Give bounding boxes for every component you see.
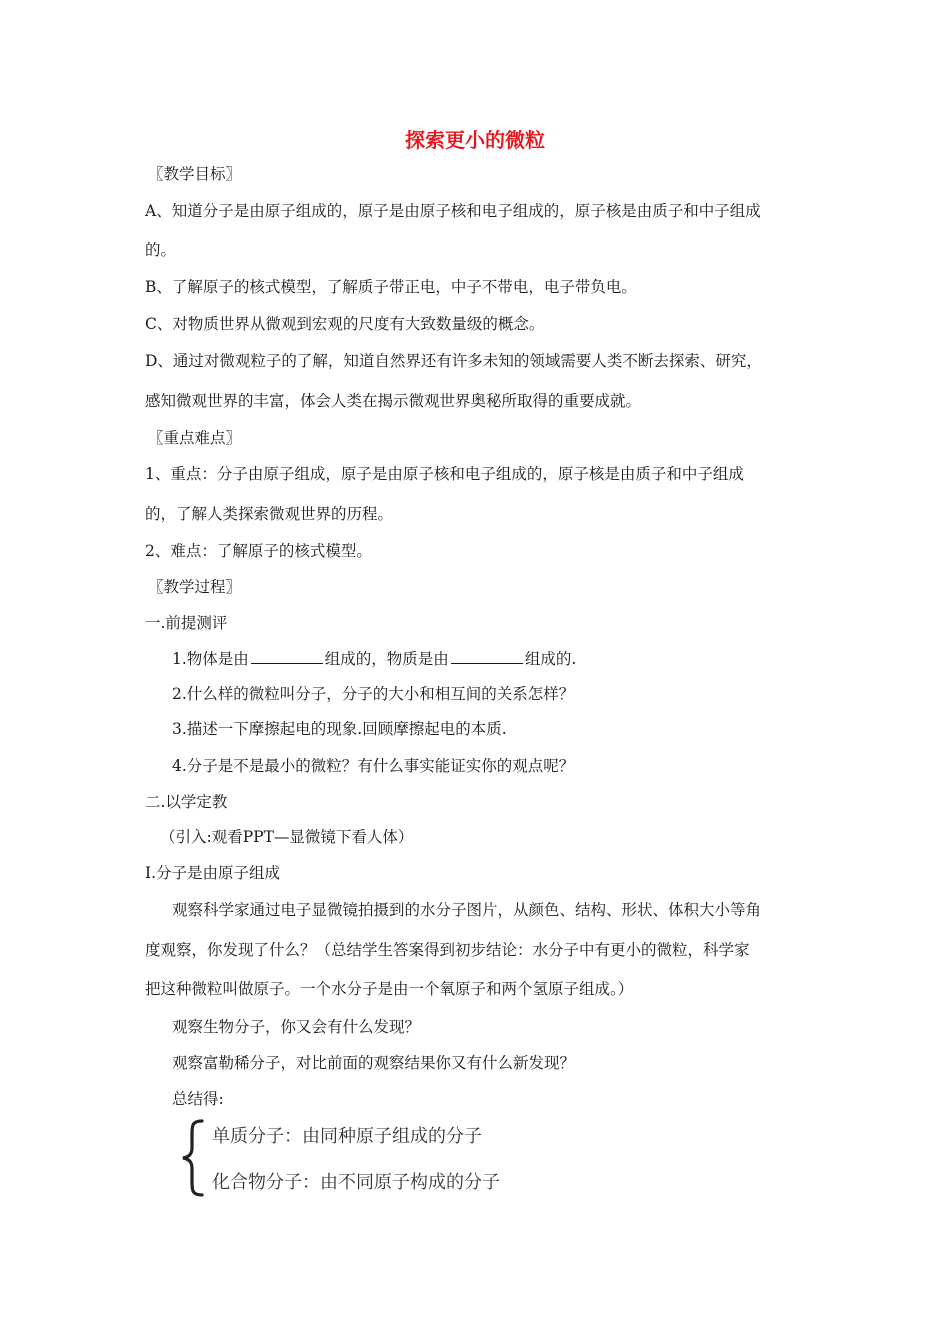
fill-in-blank-1[interactable] — [251, 649, 323, 664]
question-4: 4.分子是不是最小的微粒？有什么事实能证实你的观点呢？ — [172, 757, 575, 775]
objective-d-line2: 感知微观世界的丰富，体会人类在揭示微观世界奥秘所取得的重要成就。 — [145, 392, 642, 410]
key-points-heading: 〖重点难点〗 — [148, 429, 242, 447]
question-1 — [172, 649, 576, 669]
classification-brace-block — [178, 1118, 558, 1198]
intro-note: （引入:观看PPT—显微镜下看人体） — [160, 828, 414, 846]
section-2-heading: 二.以学定教 — [145, 793, 228, 811]
page-title: 探索更小的微粒 — [405, 128, 545, 152]
subsection-1-heading: Ⅰ.分子是由原子组成 — [145, 864, 281, 882]
question-1-part3: 组成的. — [524, 650, 577, 668]
key-point-2: 2、难点：了解原子的核式模型。 — [145, 542, 372, 560]
question-2: 2.什么样的微粒叫分子，分子的大小和相互间的关系怎样？ — [172, 685, 575, 703]
question-1-part1: 1.物体是由 — [172, 650, 249, 668]
observation-1: 观察生物分子，你又会有什么发现？ — [172, 1018, 421, 1036]
objective-a-line1: A、知道分子是由原子组成的，原子是由原子核和电子组成的，原子核是由质子和中子组成 — [145, 202, 761, 220]
summary-label: 总结得: — [172, 1090, 224, 1108]
key-point-1-line1: 1、重点：分子由原子组成，原子是由原子核和电子组成的，原子核是由质子和中子组成 — [145, 465, 744, 483]
objective-a-line2: 的。 — [145, 241, 177, 259]
process-heading: 〖教学过程〗 — [148, 578, 242, 596]
fill-in-blank-2[interactable] — [451, 649, 523, 664]
curly-brace-icon — [178, 1118, 208, 1198]
question-1-part2: 组成的，物质是由 — [324, 650, 449, 668]
objectives-heading: 〖教学目标〗 — [148, 165, 242, 183]
question-3: 3.描述一下摩擦起电的现象.回顾摩擦起电的本质. — [172, 720, 507, 738]
objective-b: B、了解原子的核式模型，了解质子带正电，中子不带电，电子带负电。 — [145, 278, 637, 296]
paragraph-line1: 观察科学家通过电子显微镜拍摄到的水分子图片，从颜色、结构、形状、体积大小等角 — [172, 901, 762, 919]
brace-item-element-molecule: 单质分子：由同种原子组成的分子 — [212, 1126, 482, 1147]
section-1-heading: 一.前提测评 — [145, 614, 228, 632]
objective-d-line1: D、通过对微观粒子的了解，知道自然界还有许多未知的领域需要人类不断去探索、研究， — [145, 352, 762, 370]
key-point-1-line2: 的，了解人类探索微观世界的历程。 — [145, 505, 394, 523]
brace-item-compound-molecule: 化合物分子：由不同原子构成的分子 — [212, 1172, 500, 1193]
paragraph-line3: 把这种微粒叫做原子。一个水分子是由一个氧原子和两个氢原子组成。） — [145, 980, 634, 998]
observation-2: 观察富勒稀分子，对比前面的观察结果你又有什么新发现？ — [172, 1054, 576, 1072]
paragraph-line2: 度观察，你发现了什么？（总结学生答案得到初步结论：水分子中有更小的微粒，科学家 — [145, 941, 750, 959]
objective-c: C、对物质世界从微观到宏观的尺度有大致数量级的概念。 — [145, 315, 545, 333]
